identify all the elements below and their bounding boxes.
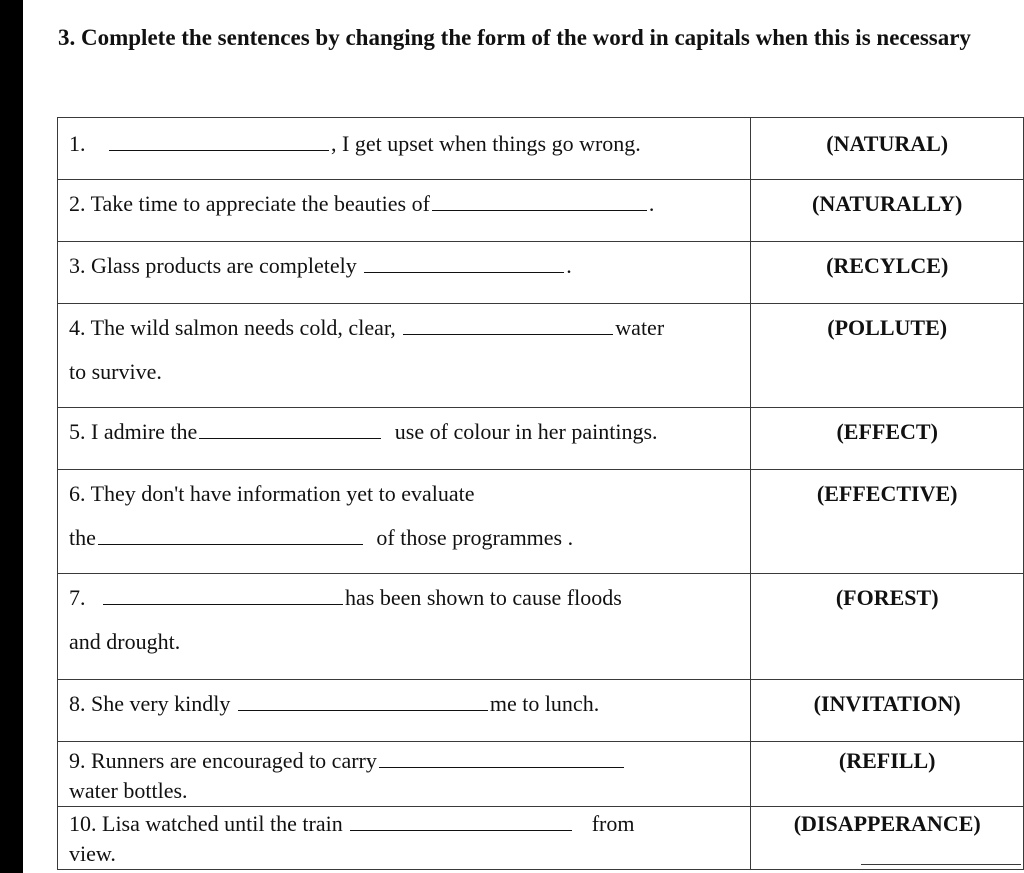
question-cell: [58, 574, 751, 680]
question-text: , I get upset when things go wrong.: [331, 131, 641, 156]
answer-blank[interactable]: [98, 524, 363, 545]
table-row: [58, 807, 1024, 870]
question-continuation: view.: [69, 841, 116, 866]
question-text: the: [69, 525, 96, 550]
question-cell: [58, 304, 751, 408]
question-text: 3. Glass products are completely: [69, 253, 357, 278]
table-row: [58, 470, 1024, 574]
question-text: 5. I admire the: [69, 419, 198, 444]
keyword-cell: [751, 807, 1024, 870]
keyword: (EFFECTIVE): [816, 481, 958, 506]
keyword-cell: [751, 408, 1024, 470]
answer-blank[interactable]: [364, 252, 564, 273]
answer-blank[interactable]: [199, 418, 381, 439]
worksheet-page: [23, 0, 1024, 873]
keyword: (FOREST): [835, 585, 939, 610]
keyword: (INVITATION): [813, 691, 961, 716]
question-text: 8. She very kindly: [69, 691, 231, 716]
question-text: has been shown to cause floods: [345, 585, 622, 610]
question-continuation: water bottles.: [69, 778, 188, 803]
answer-blank[interactable]: [379, 747, 624, 768]
question-number: 7.: [69, 585, 86, 610]
table-row: [58, 118, 1024, 180]
answer-blank[interactable]: [432, 190, 647, 211]
keyword: (NATURAL): [826, 131, 949, 156]
question-text: .: [648, 191, 655, 216]
table-edge-line: [861, 864, 1021, 865]
exercise-instruction: 3. Complete the sentences by changing the form of the word in capitals when this is necessary: [58, 25, 971, 50]
question-text: of those programmes .: [376, 525, 574, 550]
question-text: .: [566, 253, 572, 278]
keyword: (POLLUTE): [827, 315, 948, 340]
keyword-cell: [751, 304, 1024, 408]
answer-blank[interactable]: [103, 584, 343, 605]
answer-blank[interactable]: [403, 314, 613, 335]
keyword: (REFILL): [838, 748, 936, 773]
question-cell: [58, 242, 751, 304]
question-text: 10. Lisa watched until the train: [69, 811, 343, 836]
question-text: water: [615, 315, 665, 340]
table-row: [58, 574, 1024, 680]
question-text: 6. They don't have information yet to evaluate: [69, 481, 475, 506]
question-cell: [58, 470, 751, 574]
keyword-cell: [751, 180, 1024, 242]
question-text: use of colour in her paintings.: [394, 419, 658, 444]
question-cell: [58, 408, 751, 470]
question-cell: [58, 680, 751, 742]
keyword-cell: [751, 574, 1024, 680]
table-row: [58, 408, 1024, 470]
keyword: (DISAPPERANCE): [793, 811, 981, 836]
keyword-cell: [751, 680, 1024, 742]
question-cell: [58, 742, 751, 807]
answer-blank[interactable]: [109, 130, 329, 151]
answer-blank[interactable]: [350, 810, 572, 831]
question-text: 2. Take time to appreciate the beauties of: [69, 191, 430, 216]
question-cell: [58, 118, 751, 180]
question-text: 9. Runners are encouraged to carry: [69, 748, 377, 773]
keyword-cell: [751, 118, 1024, 180]
keyword: (EFFECT): [836, 419, 938, 444]
answer-blank[interactable]: [238, 690, 488, 711]
keyword-cell: [751, 470, 1024, 574]
question-number: 1.: [69, 131, 86, 156]
question-cell: [58, 807, 751, 870]
question-cell: [58, 180, 751, 242]
question-text: 4. The wild salmon needs cold, clear,: [69, 315, 396, 340]
question-text: me to lunch.: [489, 691, 600, 716]
keyword-cell: [751, 242, 1024, 304]
question-continuation: to survive.: [69, 359, 162, 384]
keyword: (NATURALLY): [812, 191, 963, 216]
question-continuation: and drought.: [69, 629, 181, 654]
table-row: [58, 242, 1024, 304]
table-row: [58, 680, 1024, 742]
table-row: [58, 304, 1024, 408]
exercise-table: [57, 117, 1024, 870]
keyword-cell: [751, 742, 1024, 807]
table-row: [58, 180, 1024, 242]
question-text: from: [591, 811, 635, 836]
keyword: (RECYLCE): [826, 253, 949, 278]
table-row: [58, 742, 1024, 807]
